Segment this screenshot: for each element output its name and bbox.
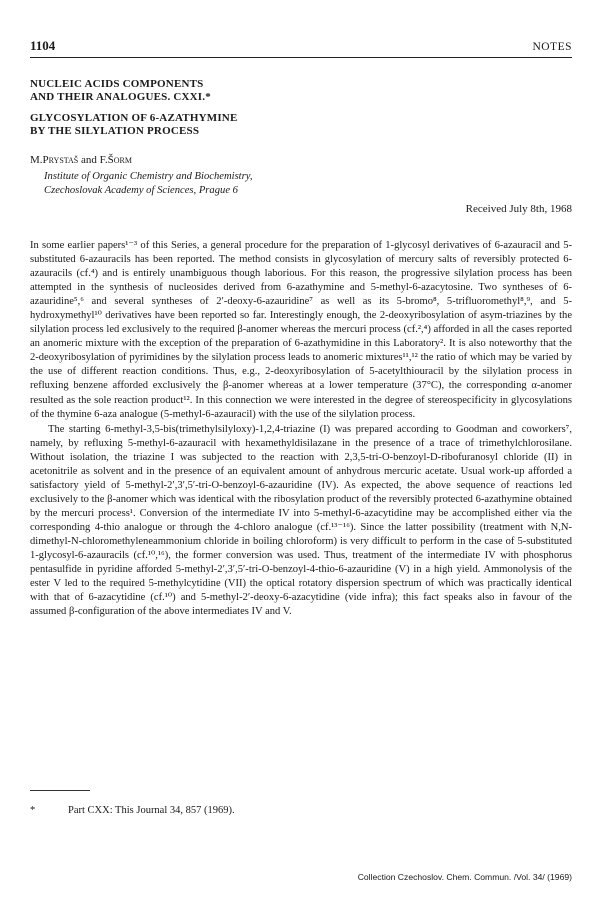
title-line-4: BY THE SILYLATION PROCESS (30, 125, 200, 137)
affiliation-line-2: Czechoslovak Academy of Sciences, Prague 6 (44, 184, 238, 196)
page-number: 1104 (30, 38, 56, 53)
author-2: F.Šorm (99, 154, 132, 166)
page (30, 38, 572, 619)
paragraph-1: In some earlier papers¹⁻³ of this Series, a general procedure for the preparation of 1-glycosyl derivatives of 6-azauracil and 5-substituted 6-azauracils has been reported. The method consists in glycosylation of mercury salts of reversibly protected 6-azauracils (cf.⁴) and is entirely unambiguous though laborious. For this reason, the progressive silylation process has been attempted in the synthesis of nucleosides derived from 6-azathymine and 5-methyl-6-azacytosine. Two syntheses of 6-azauridine⁵,⁶ and several syntheses of 2′-deoxy-6-azauridine⁷ as well as its 5-bromo⁸, 5-trifluoromethyl⁸,⁹, and 5-hydroxymethyl¹⁰ derivatives have been reported so far. Interestingly enough, the 2-deoxyribosylation of asym-triazines by the silylation process led exclusively to the required β-anomer whereas the mercuri process (cf.²,⁴) afforded in all the cases reported an anomeric mixture with the exception of the preparation of 6-azathymidine in this Laboratory². It is also noteworthy that the 2-deoxyribosylation of pyrimidines by the silylation process leads to anomeric mixtures¹¹,¹² the ratio of which may be varied by the use of different reaction conditions. Thus, e.g., 2-deoxyribosylation of 5-acetylthiouracil by the silylation process in refluxing benzene afforded exclusively the β-anomer whereas at a lower temperature (37°C), the corresponding α-anomer resulted as the sole reaction product¹². In this connection we were interested in the degree of stereospecificity in glycosylations of the thymine 6-aza analogue (5-methyl-6-azauracil) with the use of the silylation process. (30, 240, 572, 420)
author-1: M.Prystaš (30, 154, 79, 166)
article-subtitle (30, 112, 572, 138)
affiliation-line-1: Institute of Organic Chemistry and Biochemistry, (44, 171, 253, 182)
article-title (30, 78, 572, 104)
title-line-2: AND THEIR ANALOGUES. CXXI.* (30, 91, 211, 103)
title-line-1: NUCLEIC ACIDS COMPONENTS (30, 78, 204, 90)
footnote-mark: * (30, 805, 36, 816)
section-label: NOTES (532, 41, 572, 53)
article-body (30, 239, 572, 619)
title-line-3: GLYCOSYLATION OF 6-AZATHYMINE (30, 112, 238, 124)
authors-and: and (81, 154, 97, 166)
authors (30, 154, 572, 166)
running-header (30, 38, 572, 58)
affiliation (44, 170, 572, 197)
footnote (30, 805, 235, 816)
footnote-text: Part CXX: This Journal 34, 857 (1969). (68, 805, 235, 816)
journal-footer: Collection Czechoslov. Chem. Commun. /Vol. 34/ (1969) (357, 872, 572, 882)
received-date: Received July 8th, 1968 (465, 203, 572, 215)
paragraph-2: The starting 6-methyl-3,5-bis(trimethylsilyloxy)-1,2,4-triazine (I) was prepared according to Goodman and coworkers⁷, namely, by refluxing 5-methyl-6-azauracil with hexamethyldisilazane in the presence of a trace of trimethylchlorosilane. Without isolation, the triazine I was subjected to the reaction with 2,3,5-tri-O-benzoyl-D-ribofuranosyl chloride (II) in acetonitrile as solvent and in the presence of an equivalent amount of anhydrous mercuric acetate. Usual work-up afforded a satisfactory yield of 5-methyl-2′,3′,5′-tri-O-benzoyl-6-azauridine (IV). As expected, the above sequence of reactions led exclusively to the β-anomer which was identical with the ribosylation product of the reversibly protected 6-azathymine obtained by the mercuri process¹. Conversion of the intermediate IV into 5-methyl-6-azacytidine may be accomplished either via the corresponding 4-thio analogue or through the 4-chloro analogue (cf.¹³⁻¹⁶). Since the latter possibility (treatment with N,N-dimethyl-N-chloromethyleneammonium chloride in boiling chloroform) is very difficult to perform in the case of 5-substituted 1-glycosyl-6-azauracils (cf.¹⁰,¹⁶), the former conversion was used. Thus, treatment of the intermediate IV with phosphorus pentasulfide in pyridine afforded 5-methyl-2′,3′,5′-tri-O-benzoyl-4-thio-6-azauridine (V) in a high yield. Ammonolysis of the ester V led to the required 5-methylcytidine (VII) the optical rotatory dispersion spectrum of which was practically identical with that of 6-azacytidine (cf.¹⁰) and 5-methyl-2′-deoxy-6-azacytidine (vide infra); this fact speaks also in favour of the assumed β-configuration of the above intermediates IV and V. (30, 423, 572, 618)
footnote-divider (30, 790, 90, 791)
